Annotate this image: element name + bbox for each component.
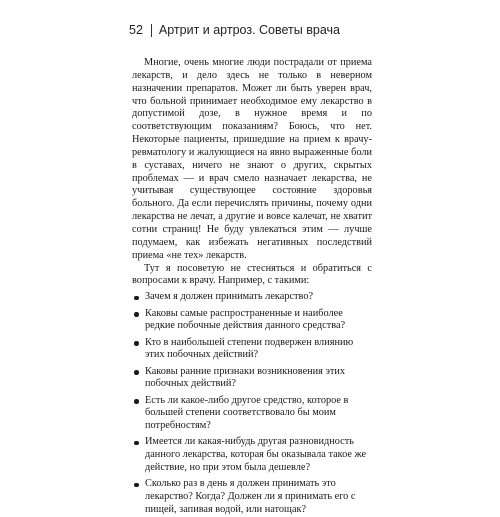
bullet-icon xyxy=(134,441,139,446)
running-header xyxy=(129,23,340,37)
header-divider xyxy=(151,24,152,37)
question-item xyxy=(132,308,372,334)
paragraph-intro: Многие, очень многие люди пострадали от приема лекарств, и дело здесь не только в неверном назначении препаратов. Может ли быть уверен врач, что больной принимает необходимое ему лекарство в допустимой дозе, в нужное время и по соответствующим показаниям? Боюсь, что нет. Некоторые пациенты, пришедшие на прием к врачу-ревматологу и жалующиеся на явно выраженные боли в суставах, ничего не знают о других, скрытых проблемах — и врач смело назначает лекарства, не учитывая существующее состояние здоровья больного. Да если перечислять причины, почему одни лекарства не лечат, а другие и вовсе калечат, не хватит сотни страниц! Не буду увлекаться этим — лучше подумаем, как избежать негативных последствий приема «не тех» лекарств. xyxy=(132,57,372,261)
question-text: Каковы ранние признаки возникновения этих побочных действий? xyxy=(145,365,346,390)
question-text: Есть ли какое-либо другое средство, которое в большей степени соответствовало бы моим потребностям? xyxy=(145,394,349,432)
bullet-icon xyxy=(134,399,139,404)
question-item xyxy=(132,395,372,434)
page-number: 52 xyxy=(129,23,143,37)
question-item xyxy=(132,337,372,363)
question-item xyxy=(132,291,372,304)
bullet-icon xyxy=(134,312,139,317)
question-text: Имеется ли какая-нибудь другая разновидность данного лекарства, которая бы оказывала такое же действие, но при этом была дешевле? xyxy=(145,436,367,474)
question-list xyxy=(132,291,372,516)
question-text: Кто в наибольшей степени подвержен влиянию этих побочных действий? xyxy=(145,336,354,361)
question-text: Сколько раз в день я должен принимать это лекарство? Когда? Должен ли я принимать его с пищей, запивая водой, или натощак? xyxy=(145,478,356,515)
paragraph-advice: Тут я посоветую не стесняться и обратиться с вопросами к врачу. Например, с такими: xyxy=(132,262,372,287)
question-item xyxy=(132,366,372,392)
bullet-icon xyxy=(134,296,139,301)
question-text: Каковы самые распространенные и наиболее редкие побочные действия данного средства? xyxy=(145,307,346,332)
bullet-icon xyxy=(134,483,139,488)
question-text: Зачем я должен принимать лекарство? xyxy=(145,291,314,303)
running-title: Артрит и артроз. Советы врача xyxy=(158,23,340,37)
bullet-icon xyxy=(134,341,139,346)
page-body xyxy=(132,57,372,517)
question-item xyxy=(132,478,372,517)
question-item xyxy=(132,436,372,475)
bullet-icon xyxy=(134,370,139,375)
